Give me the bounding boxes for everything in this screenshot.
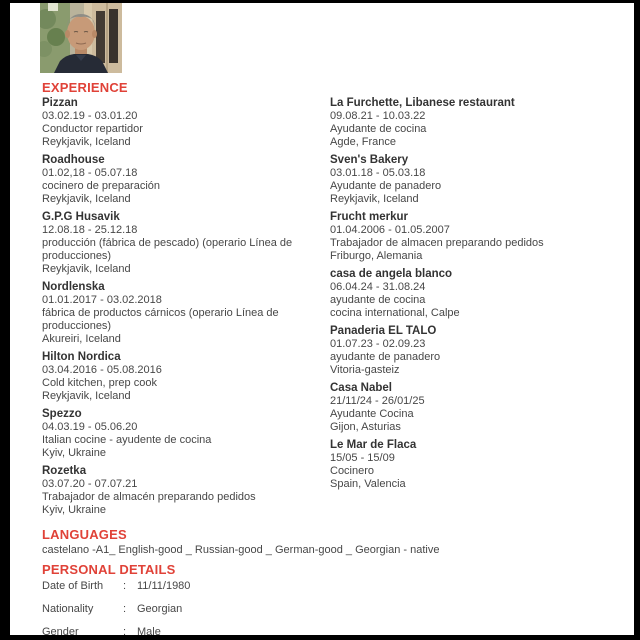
experience-entry — [42, 154, 330, 206]
entry-company: Rozetka — [42, 465, 87, 477]
entry-location: Kyiv, Ukraine — [42, 504, 106, 516]
entry-role: ayudante de cocina — [330, 294, 426, 306]
entry-company: Hilton Nordica — [42, 351, 121, 363]
pd-label: Nationality — [42, 603, 94, 615]
entry-company: La Furchette, Libanese restaurant — [330, 97, 515, 109]
entry-company: Le Mar de Flaca — [330, 439, 417, 451]
entry-company: Casa Nabel — [330, 382, 393, 394]
profile-photo — [40, 3, 122, 73]
experience-column-right — [330, 97, 627, 522]
entry-location: Reykjavik, Iceland — [42, 136, 131, 148]
entry-role: Cold kitchen, prep cook — [42, 377, 157, 389]
entry-role: ayudante de panadero — [330, 351, 441, 363]
entry-location: Friburgo, Alemania — [330, 250, 423, 262]
entry-company: Sven's Bakery — [330, 154, 409, 166]
entry-role: Italian cocine - ayudente de cocina — [42, 434, 212, 446]
personal-details-title: PERSONAL DETAILS — [42, 562, 176, 577]
pd-separator: : — [123, 603, 127, 615]
entry-dates: 03.04.2016 - 05.08.2016 — [42, 364, 162, 376]
entry-company: Panaderia EL TALO — [330, 325, 437, 337]
experience-entry — [42, 465, 330, 517]
entry-role: producción (fábrica de pescado) (operario Línea de producciones) — [42, 237, 293, 262]
entry-location: Reykjavik, Iceland — [330, 193, 419, 205]
entry-location: Gijon, Asturias — [330, 421, 401, 433]
entry-dates: 01.07.23 - 02.09.23 — [330, 338, 426, 350]
experience-entry — [42, 281, 330, 346]
entry-location: Reykjavik, Iceland — [42, 263, 131, 275]
section-experience — [42, 80, 627, 522]
experience-entry — [42, 408, 330, 460]
entry-company: Pizzan — [42, 97, 78, 109]
entry-dates: 09.08.21 - 10.03.22 — [330, 110, 426, 122]
experience-entry — [42, 351, 330, 403]
entry-company: Nordlenska — [42, 281, 105, 293]
entry-dates: 04.03.19 - 05.06.20 — [42, 421, 138, 433]
pd-value: Male — [137, 626, 161, 635]
entry-company: G.P.G Husavik — [42, 211, 120, 223]
experience-entry — [42, 211, 330, 276]
entry-location: Reykjavik, Iceland — [42, 193, 131, 205]
entry-role: Trabajador de almacén preparando pedidos — [42, 491, 256, 503]
entry-location: Spain, Valencia — [330, 478, 406, 490]
entry-dates: 06.04.24 - 31.08.24 — [330, 281, 426, 293]
entry-role: Cocinero — [330, 465, 375, 477]
entry-dates: 01.01.2017 - 03.02.2018 — [42, 294, 162, 306]
personal-details-rows — [42, 580, 622, 635]
entry-role: Ayudante de panadero — [330, 180, 442, 192]
entry-location: Kyiv, Ukraine — [42, 447, 106, 459]
entry-location: Agde, France — [330, 136, 397, 148]
profile-photo-image — [40, 3, 122, 73]
experience-entry — [330, 154, 627, 206]
entry-dates: 03.01.18 - 05.03.18 — [330, 167, 426, 179]
entry-location: Vitoria-gasteiz — [330, 364, 400, 376]
entry-role: cocinero de preparación — [42, 180, 161, 192]
experience-entry — [330, 439, 627, 491]
pd-value: Georgian — [137, 603, 183, 615]
pd-separator: : — [123, 626, 127, 635]
entry-role: fábrica de productos cárnicos (operario Línea de producciones) — [42, 307, 279, 332]
languages-line: castelano -A1_ English-good _ Russian-good _ German-good _ Georgian - native — [42, 544, 440, 556]
entry-company: Frucht merkur — [330, 211, 408, 223]
entry-dates: 03.02.19 - 03.01.20 — [42, 110, 138, 122]
experience-entry — [330, 211, 627, 263]
pd-label: Gender — [42, 626, 79, 635]
experience-entry — [330, 97, 627, 149]
entry-dates: 15/05 - 15/09 — [330, 452, 395, 464]
entry-location: cocina international, Calpe — [330, 307, 460, 319]
entry-company: casa de angela blanco — [330, 268, 453, 280]
entry-dates: 12.08.18 - 25.12.18 — [42, 224, 138, 236]
experience-entry — [330, 268, 627, 320]
entry-dates: 03.07.20 - 07.07.21 — [42, 478, 138, 490]
cv-page — [10, 3, 634, 635]
entry-location: Reykjavik, Iceland — [42, 390, 131, 402]
entry-company: Spezzo — [42, 408, 82, 420]
experience-columns — [42, 97, 627, 522]
experience-entry — [330, 382, 627, 434]
entry-role: Conductor repartidor — [42, 123, 143, 135]
experience-entry — [42, 97, 330, 149]
entry-role: Ayudante de cocina — [330, 123, 427, 135]
experience-title: EXPERIENCE — [42, 80, 128, 95]
entry-company: Roadhouse — [42, 154, 105, 166]
languages-title: LANGUAGES — [42, 527, 127, 542]
pd-label: Date of Birth — [42, 580, 104, 592]
entry-role: Ayudante Cocina — [330, 408, 414, 420]
entry-dates: 21/11/24 - 26/01/25 — [330, 395, 425, 407]
entry-location: Akureiri, Iceland — [42, 333, 121, 345]
entry-dates: 01.02,18 - 05.07.18 — [42, 167, 138, 179]
pd-value: 11/11/1980 — [137, 580, 191, 592]
section-languages — [42, 527, 622, 557]
entry-dates: 01.04.2006 - 01.05.2007 — [330, 224, 450, 236]
pd-separator: : — [123, 580, 127, 592]
section-personal-details — [42, 562, 622, 635]
entry-role: Trabajador de almacen preparando pedidos — [330, 237, 544, 249]
experience-column-left — [42, 97, 330, 522]
experience-entry — [330, 325, 627, 377]
